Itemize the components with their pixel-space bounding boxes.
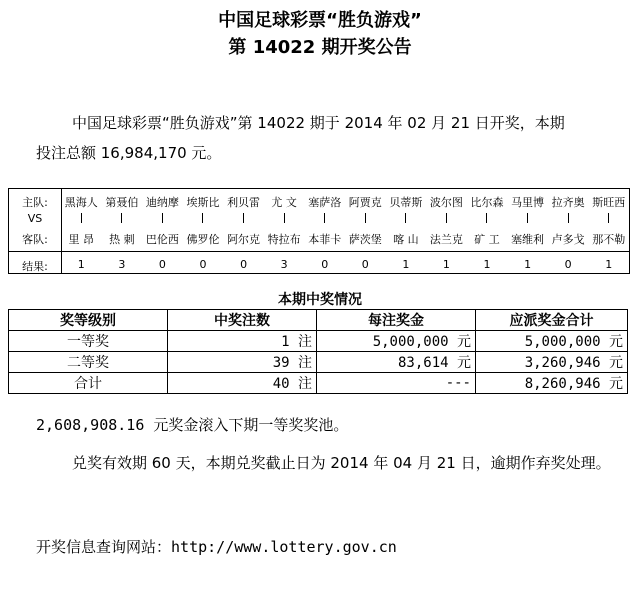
vs-divider-mark <box>527 213 528 223</box>
prize-level: 二等奖 <box>9 352 168 373</box>
vs-marker <box>183 213 224 226</box>
away-team: 佛罗伦 <box>186 233 220 246</box>
vs-divider-mark <box>162 213 163 223</box>
vs-divider-mark <box>202 213 203 223</box>
vs-marker <box>345 213 386 226</box>
match-result: 3 <box>118 258 126 271</box>
away-team: 特拉布 <box>267 233 301 246</box>
match-column <box>264 189 305 273</box>
header-winner-count: 中奖注数 <box>168 310 317 331</box>
vs-divider-mark <box>568 213 569 223</box>
match-table <box>8 188 630 274</box>
match-result: 0 <box>361 258 369 271</box>
home-team: 塞萨洛 <box>308 196 342 209</box>
home-team: 黑海人 <box>64 196 98 209</box>
match-result: 1 <box>524 258 532 271</box>
prize-per-bet: 5,000,000 元 <box>317 331 476 352</box>
vs-marker <box>386 213 427 226</box>
website-link[interactable]: http://www.lottery.gov.cn <box>171 538 397 556</box>
vs-divider-mark <box>446 213 447 223</box>
match-column <box>61 189 102 273</box>
away-team: 萨茨堡 <box>348 233 382 246</box>
home-team: 贝蒂斯 <box>389 196 423 209</box>
prize-section-title: 本期中奖情况 <box>278 292 362 308</box>
home-team: 拉齐奥 <box>551 196 585 209</box>
home-team: 阿贾克 <box>348 196 382 209</box>
vs-divider-mark <box>324 213 325 223</box>
home-team: 比尔森 <box>470 196 504 209</box>
away-team: 本菲卡 <box>308 233 342 246</box>
match-result: 1 <box>605 258 613 271</box>
table-row <box>9 352 628 373</box>
prize-header-row <box>9 310 628 331</box>
total-payout: 5,000,000 元 <box>476 331 628 352</box>
vs-divider-mark <box>365 213 366 223</box>
match-result: 1 <box>402 258 410 271</box>
match-column <box>507 189 548 273</box>
vs-marker <box>102 213 143 226</box>
home-team: 尤 文 <box>271 196 297 209</box>
match-column <box>183 189 224 273</box>
announcement-title: 中国足球彩票“胜负游戏” <box>218 10 422 31</box>
vs-marker <box>223 213 264 226</box>
home-team: 第聂伯 <box>105 196 139 209</box>
winner-count: 39 注 <box>168 352 317 373</box>
total-payout: 8,260,946 元 <box>476 373 628 394</box>
website-label: 开奖信息查询网站： <box>36 538 172 556</box>
intro-line-1: 中国足球彩票“胜负游戏”第 14022 期于 2014 年 02 月 21 日开奖，本期 <box>72 114 565 132</box>
vs-divider-mark <box>486 213 487 223</box>
match-column <box>467 189 508 273</box>
home-team: 波尔图 <box>429 196 463 209</box>
match-result: 0 <box>199 258 207 271</box>
away-team: 塞维利 <box>511 233 545 246</box>
away-team: 卢多戈 <box>551 233 585 246</box>
vs-marker <box>548 213 589 226</box>
table-row <box>9 373 628 394</box>
website-line <box>36 533 626 561</box>
match-column <box>345 189 386 273</box>
match-column <box>386 189 427 273</box>
vs-marker <box>507 213 548 226</box>
claim-period-note: 兑奖有效期 60 天，本期兑奖截止日为 2014 年 04 月 21 日，逾期作弃奖处理。 <box>72 454 611 472</box>
match-column <box>304 189 345 273</box>
match-column <box>102 189 143 273</box>
vs-divider-mark <box>243 213 244 223</box>
vs-divider-mark <box>405 213 406 223</box>
away-team: 热 刺 <box>109 233 135 246</box>
away-team: 法兰克 <box>429 233 463 246</box>
vs-marker <box>61 213 102 226</box>
prize-per-bet: --- <box>317 373 476 394</box>
intro-paragraph <box>36 108 616 168</box>
match-result: 3 <box>280 258 288 271</box>
header-prize-per-bet: 每注奖金 <box>317 310 476 331</box>
match-column <box>142 189 183 273</box>
header-prize-level: 奖等级别 <box>9 310 168 331</box>
vs-divider-mark <box>284 213 285 223</box>
prize-per-bet: 83,614 元 <box>317 352 476 373</box>
match-column <box>223 189 264 273</box>
away-team: 里 昂 <box>68 233 95 246</box>
match-result: 0 <box>564 258 572 271</box>
away-team: 喀 山 <box>393 233 419 246</box>
away-team: 那不勒 <box>592 233 626 246</box>
vs-marker <box>426 213 467 226</box>
rollover-note: 2,608,908.16 元奖金滚入下期一等奖奖池。 <box>36 416 349 434</box>
vs-marker <box>467 213 508 226</box>
vs-marker <box>142 213 183 226</box>
away-team: 阿尔克 <box>227 233 261 246</box>
table-row <box>9 331 628 352</box>
match-result: 0 <box>240 258 248 271</box>
vs-divider-mark <box>608 213 609 223</box>
match-column <box>426 189 467 273</box>
home-team: 斯旺西 <box>592 196 626 209</box>
home-team: 马里博 <box>511 196 545 209</box>
home-team: 埃斯比 <box>186 196 220 209</box>
match-result: 1 <box>483 258 491 271</box>
match-result: 0 <box>321 258 329 271</box>
prize-level: 一等奖 <box>9 331 168 352</box>
intro-line-2: 投注总额 16,984,170 元。 <box>36 144 222 162</box>
away-team: 矿 工 <box>474 233 500 246</box>
home-row-label: 主队: <box>22 196 48 209</box>
winner-count: 40 注 <box>168 373 317 394</box>
away-team: 巴伦西 <box>145 233 179 246</box>
away-row-label: 客队: <box>22 233 48 246</box>
prize-level: 合计 <box>9 373 168 394</box>
vs-divider-mark <box>81 213 82 223</box>
match-column <box>588 189 629 273</box>
home-team: 利贝雷 <box>227 196 261 209</box>
vs-marker <box>264 213 305 226</box>
vs-divider-mark <box>121 213 122 223</box>
match-column <box>548 189 589 273</box>
match-result: 1 <box>442 258 450 271</box>
prize-table <box>8 309 628 394</box>
vs-marker <box>304 213 345 226</box>
issue-title: 第 14022 期开奖公告 <box>228 37 412 58</box>
header-total-payout: 应派奖金合计 <box>476 310 628 331</box>
match-result: 0 <box>158 258 166 271</box>
match-result: 1 <box>77 258 85 271</box>
winner-count: 1 注 <box>168 331 317 352</box>
home-team: 迪纳摩 <box>145 196 179 209</box>
total-payout: 3,260,946 元 <box>476 352 628 373</box>
vs-marker <box>588 213 629 226</box>
vs-row-label: VS <box>27 212 43 225</box>
result-row-label: 结果: <box>22 260 48 273</box>
